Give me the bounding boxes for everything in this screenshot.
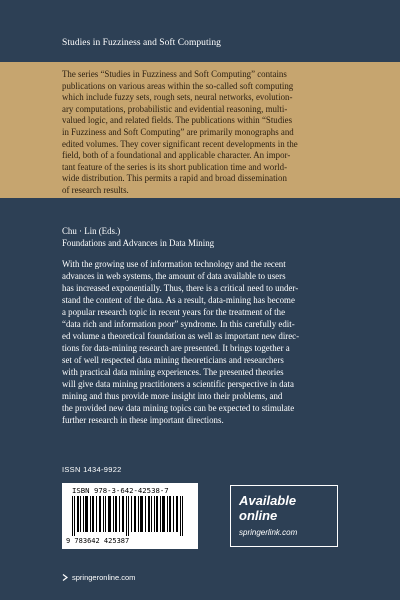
book-description xyxy=(62,258,362,426)
book-description-line: “data rich and information poor” syndrome. In this carefully edit- xyxy=(62,319,295,329)
chevron-right-icon xyxy=(62,574,68,581)
book-description-line: tions for data-mining research are presented. It brings together a xyxy=(62,343,290,353)
book-description-line: ed volume a theoretical foundation as well as important new direc- xyxy=(62,331,300,341)
springerlink-url[interactable]: springerlink.com xyxy=(239,528,298,537)
series-description-line: edited volumes. They cover significant recent developments in the xyxy=(62,138,298,149)
series-description-line: The series “Studies in Fuzziness and Soft Computing” contains xyxy=(62,69,287,79)
barcode xyxy=(62,483,198,549)
book-description-line: advances in web systems, the amount of data available to users xyxy=(62,271,286,281)
book-title: Foundations and Advances in Data Mining xyxy=(62,238,215,248)
series-description-line: ary computations, probabilistic and evidential reasoning, multi- xyxy=(62,103,288,114)
series-description-line: tant feature of the series is its short publication time and world- xyxy=(62,161,288,172)
book-description-line: stand the content of the data. As a result, data-mining has become xyxy=(62,295,295,305)
series-description-line: publications on various areas within the so-called soft computing xyxy=(62,80,294,91)
book-description-line: has increased exponentially. Thus, there is a critical need to under- xyxy=(62,283,299,293)
series-description xyxy=(62,69,362,197)
series-description-line: in Fuzziness and Soft Computing” are primarily monographs and xyxy=(62,126,294,137)
series-description-line: of research results. xyxy=(62,184,129,195)
series-description-line: wide distribution. This permits a rapid and broad dissemination xyxy=(62,173,287,184)
barcode-bars xyxy=(72,496,188,536)
footer-link[interactable] xyxy=(62,573,135,582)
ean-digits: 9 783642 425387 xyxy=(66,537,130,545)
book-description-line: mining and thus provide more insight into their problems, and xyxy=(62,391,283,401)
available-online-badge[interactable] xyxy=(230,485,338,547)
header-band xyxy=(0,0,400,62)
isbn: ISBN 978-3-642-42538-7 xyxy=(72,486,169,495)
book-description-line: with practical data mining experiences. The presented theories xyxy=(62,367,284,377)
available-online-line2: online xyxy=(239,508,278,523)
series-description-line: valued logic, and related fields. The publications within “Studies xyxy=(62,115,293,126)
series-name: Studies in Fuzziness and Soft Computing xyxy=(62,38,221,48)
issn: ISSN 1434-9922 xyxy=(62,465,122,474)
book-description-line: further research in these important directions. xyxy=(62,415,224,425)
book-description-line: a popular research topic in recent years for the treatment of the xyxy=(62,307,286,317)
book-description-line: the provided new data mining topics can be expected to stimulate xyxy=(62,403,295,413)
series-description-line: which include fuzzy sets, rough sets, neural networks, evolution- xyxy=(62,92,293,103)
available-online-line1: Available xyxy=(239,493,297,508)
book-editors: Chu · Lin (Eds.) xyxy=(62,226,121,236)
series-description-line: field, both of a foundational and applicable character. An impor- xyxy=(62,150,291,161)
book-description-line: set of well respected data mining theoreticians and researchers xyxy=(62,355,284,365)
book-meta xyxy=(62,225,214,249)
footer-link-label[interactable]: springeronline.com xyxy=(72,573,136,582)
book-description-line: With the growing use of information technology and the recent xyxy=(62,259,286,269)
book-description-line: will give data mining practitioners a scientific perspective in data xyxy=(62,379,294,389)
